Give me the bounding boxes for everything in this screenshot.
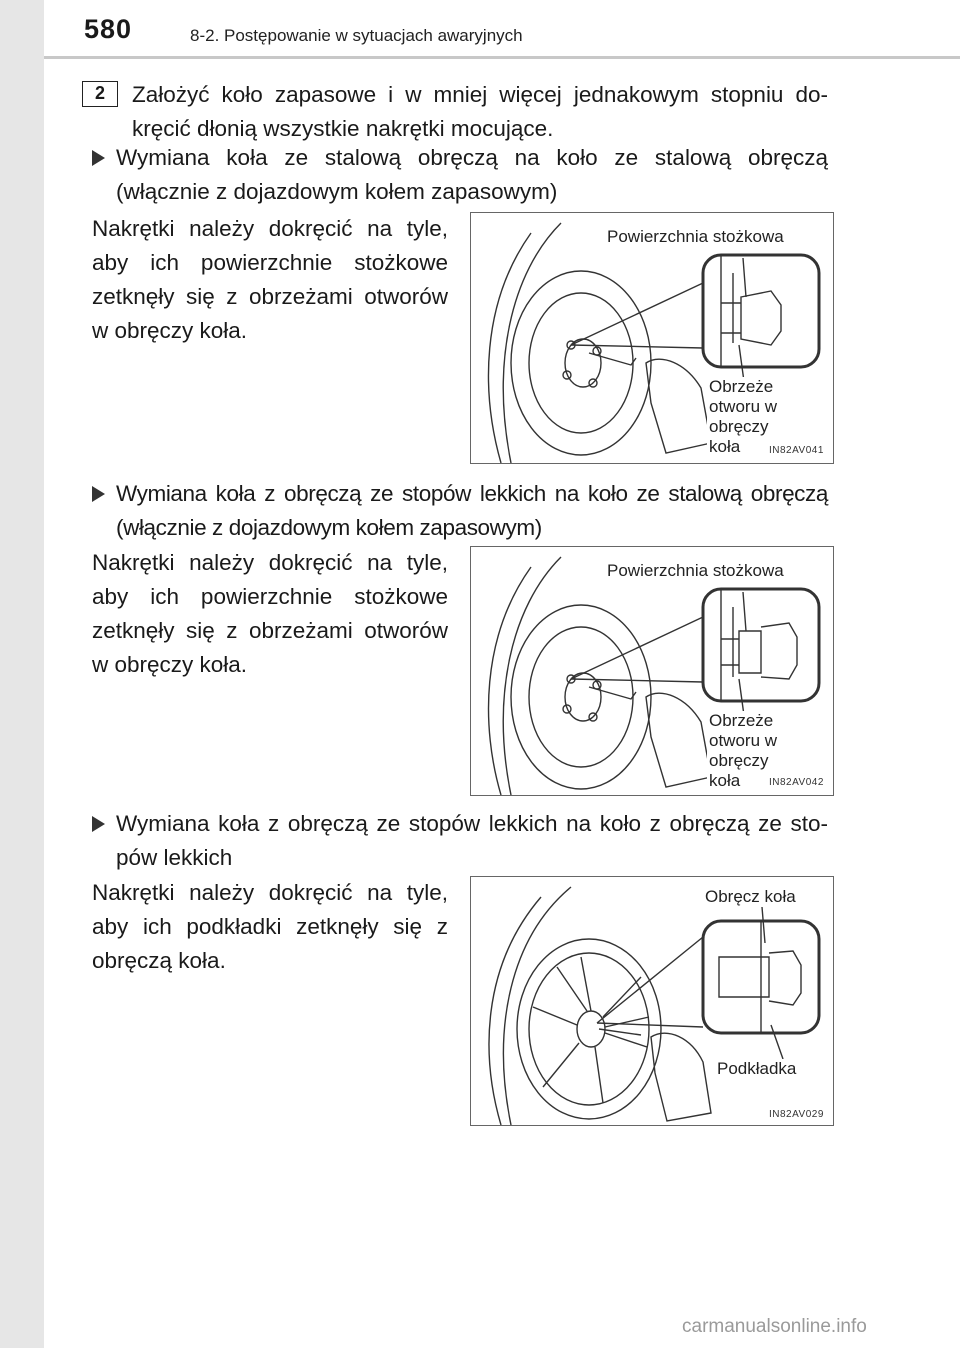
figure-code: IN82AV042 <box>769 777 824 788</box>
label-hole-edge: Obrzeże otworu w obręczy koła <box>707 377 801 457</box>
page-margin-bar <box>0 0 44 1348</box>
section-body: Nakrętki należy dokręcić na tyle, aby ich podkładki zetknęły się z obręczą koła. <box>92 880 448 973</box>
figure-steel-to-steel <box>470 212 834 464</box>
figure-alloy-to-steel <box>470 546 834 796</box>
bullet-arrow-icon <box>92 150 105 166</box>
header-divider <box>44 56 960 59</box>
section-heading: Wymiana koła z obręczą ze stopów lekkich na koło ze stalową obręczą (włącznie z dojazdowym kołem zapasowym) <box>116 481 828 540</box>
figure-alloy-to-alloy <box>470 876 834 1126</box>
page-header <box>44 0 960 58</box>
section-title: 8-2. Postępowanie w sytuacjach awaryjnych <box>190 26 523 45</box>
watermark: carmanualsonline.info <box>682 1316 867 1337</box>
section-heading: Wymiana koła z obręczą ze stopów lekkich na koło z obręczą ze sto-pów lekkich <box>116 811 828 870</box>
section-heading: Wymiana koła ze stalową obręczą na koło ze stalową obręczą (włącznie z dojazdowym kołem zapasowym) <box>116 145 828 204</box>
step-number-badge: 2 <box>82 81 118 107</box>
figure-code: IN82AV041 <box>769 445 824 456</box>
bullet-arrow-icon <box>92 486 105 502</box>
section-body: Nakrętki należy dokręcić na tyle, aby ich powierzchnie stożkowe zetknęły się z obrzeżami otworów w obręczy koła. <box>92 216 448 343</box>
figure-code: IN82AV029 <box>769 1109 824 1120</box>
label-hole-edge: Obrzeże otworu w obręczy koła <box>707 711 801 791</box>
section-body: Nakrętki należy dokręcić na tyle, aby ich powierzchnie stożkowe zetknęły się z obrzeżami otworów w obręczy koła. <box>92 550 448 677</box>
label-conical-surface: Powierzchnia stożkowa <box>607 227 784 246</box>
wheel-nut-illustration <box>471 877 833 1125</box>
step-text: Założyć koło zapasowe i w mniej więcej jednakowym stopniu do-kręcić dłonią wszystkie nakrętki mocujące. <box>132 82 828 141</box>
label-washer: Podkładka <box>717 1059 797 1078</box>
bullet-arrow-icon <box>92 816 105 832</box>
label-wheel-rim: Obręcz koła <box>705 887 796 906</box>
label-conical-surface: Powierzchnia stożkowa <box>607 561 784 580</box>
page-number: 580 <box>84 14 133 44</box>
